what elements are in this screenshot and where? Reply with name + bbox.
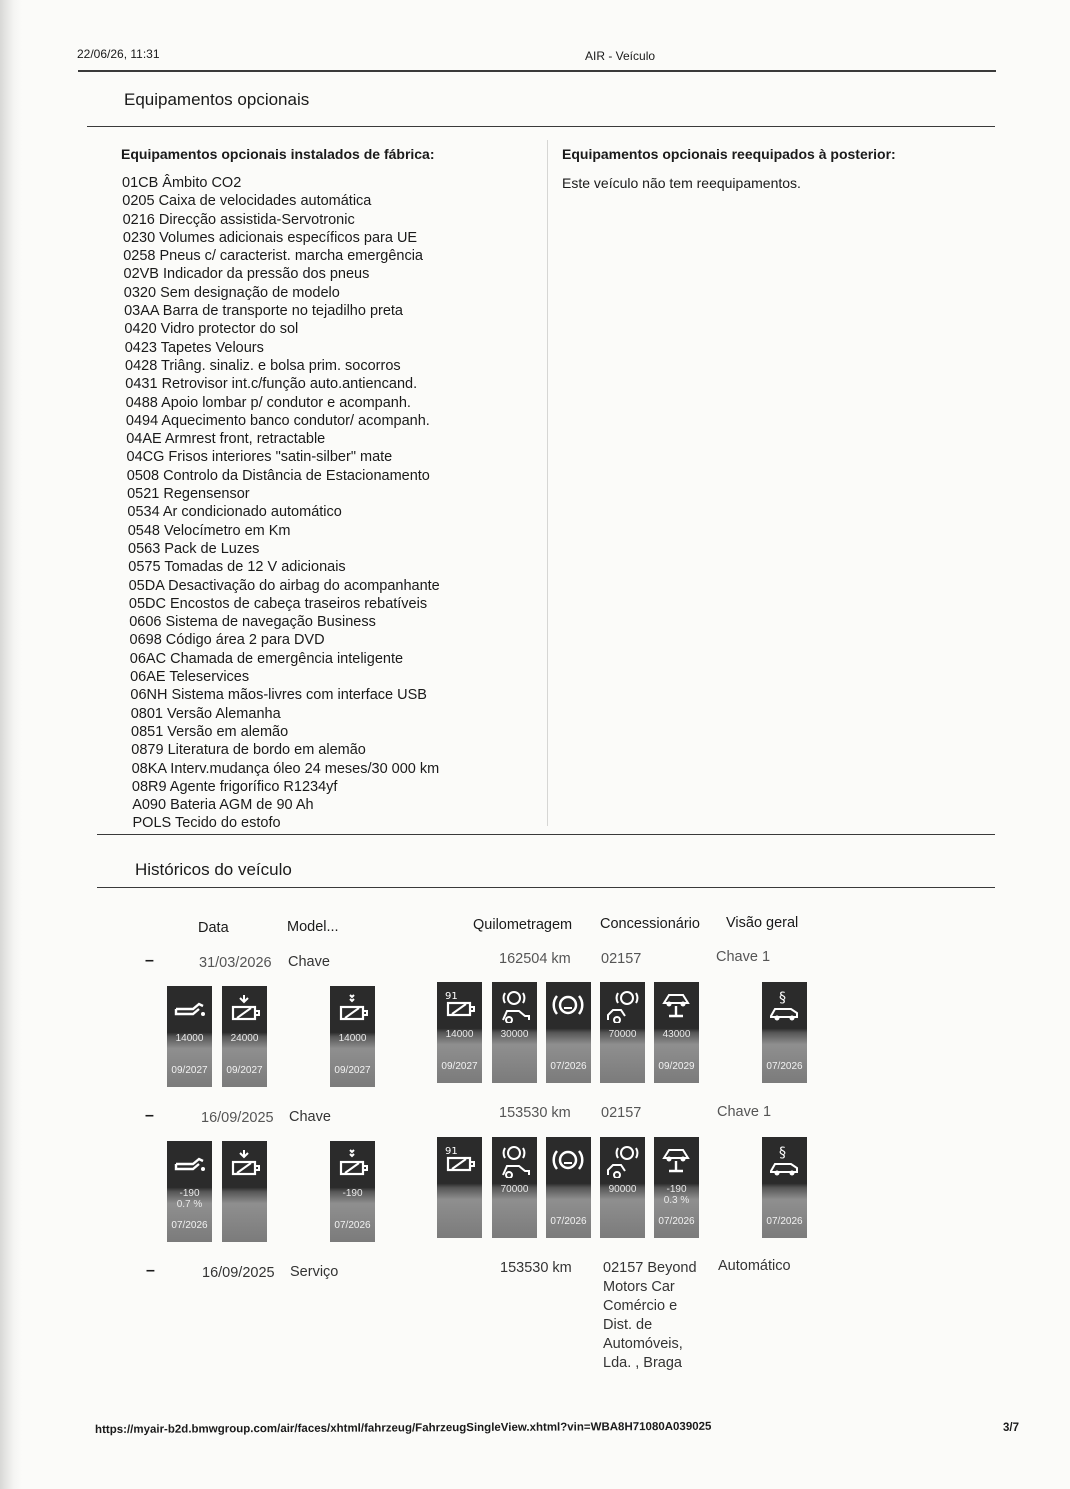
entry-3-mileage: 153530 km xyxy=(500,1260,572,1276)
entry-2-mileage: 153530 km xyxy=(499,1105,571,1121)
col-header-mileage[interactable]: Quilometragem xyxy=(473,917,573,933)
option-item: 06AC Chamada de emergência inteligente xyxy=(129,650,404,667)
entry-1-dealer: 02157 xyxy=(601,951,642,967)
service-tile[interactable] xyxy=(167,1141,212,1242)
option-item: 08KA Interv.mudança óleo 24 meses/30 000 km xyxy=(131,760,440,777)
service-tile-remaining: 70000 xyxy=(500,1184,529,1195)
options-section-title: Equipamentos opcionais xyxy=(124,90,310,109)
page-header-title: AIR - Veículo xyxy=(585,49,656,63)
option-item: 0216 Direcção assistida-Servotronic xyxy=(122,211,355,228)
rear-brake-icon xyxy=(605,988,640,1023)
front-brake-icon xyxy=(497,988,532,1023)
option-item: 0606 Sistema de navegação Business xyxy=(129,614,376,631)
engine-oil-icon xyxy=(172,992,207,1027)
service-tile[interactable] xyxy=(167,986,212,1087)
service-tile[interactable] xyxy=(762,982,807,1083)
entry-3-overview: Automático xyxy=(718,1258,791,1274)
factory-options-list xyxy=(122,174,440,833)
options-title-rule xyxy=(87,126,995,127)
option-item: 05DA Desactivação do airbag do acompanhante xyxy=(128,577,440,594)
scan-edge-shadow xyxy=(0,0,22,1489)
service-tile[interactable] xyxy=(654,1137,699,1238)
service-tile-remaining: 90000 xyxy=(608,1184,637,1195)
service-tile[interactable] xyxy=(600,1137,645,1238)
service-tile-due-date: 09/2027 xyxy=(334,1065,371,1076)
service-tile-remaining: -190 0.7 % xyxy=(176,1188,203,1210)
service-tile-due-date: 09/2027 xyxy=(441,1061,478,1072)
option-item: 0851 Versão em alemão xyxy=(131,723,289,740)
option-item: 0205 Caixa de velocidades automática xyxy=(122,193,372,210)
vehicle-check-icon xyxy=(659,1143,694,1178)
entry-2-dealer: 02157 xyxy=(601,1105,642,1121)
print-datetime: 22/06/26, 11:31 xyxy=(77,47,160,61)
history-section-title: Históricos do veículo xyxy=(135,860,292,879)
battery-filter-icon xyxy=(442,988,477,1023)
service-tile-remaining: 14000 xyxy=(338,1033,367,1044)
service-tile-due-date: 07/2026 xyxy=(550,1216,587,1227)
col-header-dealer[interactable]: Concessionário xyxy=(600,916,700,932)
entry-1-overview: Chave 1 xyxy=(716,949,771,965)
page-number: 3/7 xyxy=(1003,1422,1019,1434)
option-item: 0258 Pneus c/ caracterist. marcha emergência xyxy=(123,248,424,265)
header-rule xyxy=(78,70,996,72)
service-tile-due-date: 07/2026 xyxy=(766,1061,803,1072)
option-item: 04CG Frisos interiores "satin-silber" mate xyxy=(126,449,393,466)
option-item: 0534 Ar condicionado automático xyxy=(127,504,342,521)
collapse-toggle-entry-1[interactable]: – xyxy=(145,952,154,969)
service-tile-remaining: 43000 xyxy=(662,1029,691,1040)
option-item: 0320 Sem designação de modelo xyxy=(123,284,340,301)
adblue-filter-icon xyxy=(335,1147,370,1182)
service-tile[interactable] xyxy=(330,986,375,1087)
option-item: 0575 Tomadas de 12 V adicionais xyxy=(128,559,346,576)
legal-inspection-icon xyxy=(767,988,802,1023)
footer-url[interactable]: https://myair-b2d.bmwgroup.com/air/faces/xhtml/fahrzeug/FahrzeugSingleView.xhtml?vin=WBA8H71080A039025 xyxy=(95,1420,712,1436)
rear-brake-icon xyxy=(605,1143,640,1178)
options-end-rule xyxy=(97,834,995,835)
option-item: 06AE Teleservices xyxy=(130,669,250,686)
service-tile[interactable] xyxy=(492,982,537,1083)
particle-filter-icon xyxy=(227,1147,262,1182)
collapse-toggle-entry-3[interactable]: – xyxy=(146,1262,155,1279)
engine-oil-icon xyxy=(172,1147,207,1182)
svg-text:§: § xyxy=(779,990,786,1006)
service-tile[interactable] xyxy=(546,1137,591,1238)
service-tile-due-date: 09/2029 xyxy=(658,1061,695,1072)
legal-inspection-icon xyxy=(767,1143,802,1178)
option-item: 01CB Âmbito CO2 xyxy=(122,175,242,191)
front-brake-icon xyxy=(497,1143,532,1178)
option-item: 03AA Barra de transporte no tejadilho preta xyxy=(124,303,403,320)
option-item: 08R9 Agente frigorífico R1234yf xyxy=(131,778,338,795)
option-item: 0488 Apoio lombar p/ condutor e acompanh. xyxy=(125,394,411,411)
history-title-rule xyxy=(97,887,995,888)
service-tile[interactable] xyxy=(654,982,699,1083)
col-header-date[interactable]: Data xyxy=(198,920,229,936)
option-item: POLS Tecido do estofo xyxy=(132,815,281,832)
service-tile-due-date: 07/2026 xyxy=(171,1220,208,1231)
entry-2-model: Chave xyxy=(289,1109,331,1125)
entry-3-model: Serviço xyxy=(290,1264,339,1280)
retrofit-options-title: Equipamentos opcionais reequipados à posterior: xyxy=(562,146,896,162)
option-item: 05DC Encostos de cabeça traseiros rebatíveis xyxy=(128,595,428,612)
service-tile[interactable] xyxy=(492,1137,537,1238)
option-item: 0508 Controlo da Distância de Estacionamento xyxy=(126,467,430,484)
service-tile[interactable] xyxy=(762,1137,807,1238)
service-tile-remaining: 30000 xyxy=(500,1029,529,1040)
svg-text:§: § xyxy=(779,1145,786,1161)
service-tile[interactable] xyxy=(437,982,482,1083)
option-item: 0801 Versão Alemanha xyxy=(130,705,281,722)
service-tile[interactable] xyxy=(600,982,645,1083)
entry-1-mileage: 162504 km xyxy=(499,951,571,967)
option-item: A090 Bateria AGM de 90 Ah xyxy=(132,797,314,814)
brake-fluid-icon xyxy=(551,1143,586,1178)
factory-options-title: Equipamentos opcionais instalados de fábrica: xyxy=(121,146,435,162)
option-item: 0420 Vidro protector do sol xyxy=(124,321,299,338)
option-item: 0698 Código área 2 para DVD xyxy=(129,632,325,649)
collapse-toggle-entry-2[interactable]: – xyxy=(145,1107,154,1124)
brake-fluid-icon xyxy=(551,988,586,1023)
service-tile[interactable] xyxy=(437,1137,482,1238)
entry-3-date: 16/09/2025 xyxy=(202,1265,275,1281)
battery-filter-icon xyxy=(442,1143,477,1178)
service-tile-due-date: 07/2026 xyxy=(766,1216,803,1227)
col-header-overview[interactable]: Visão geral xyxy=(726,915,799,931)
service-tile-remaining: -190 0.3 % xyxy=(663,1184,690,1206)
service-tile-remaining: 70000 xyxy=(608,1029,637,1040)
option-item: 0431 Retrovisor int.c/função auto.antiencand. xyxy=(125,376,418,393)
service-tile-due-date: 07/2026 xyxy=(550,1061,587,1072)
service-tile[interactable] xyxy=(546,982,591,1083)
particle-filter-icon xyxy=(227,992,262,1027)
svg-text:91: 91 xyxy=(445,991,458,1002)
service-tile-remaining: 24000 xyxy=(230,1033,259,1044)
service-tile-due-date: 07/2026 xyxy=(658,1216,695,1227)
service-tile[interactable] xyxy=(330,1141,375,1242)
entry-2-overview: Chave 1 xyxy=(717,1104,772,1120)
service-tile-due-date: 09/2027 xyxy=(171,1065,208,1076)
service-tile-due-date: 09/2027 xyxy=(226,1065,263,1076)
adblue-filter-icon xyxy=(335,992,370,1027)
option-item: 0563 Pack de Luzes xyxy=(128,540,260,557)
option-item: 0494 Aquecimento banco condutor/ acompanh. xyxy=(125,412,430,429)
option-item: 06NH Sistema mãos-livres com interface USB xyxy=(130,687,427,704)
option-item: 0548 Velocímetro em Km xyxy=(127,522,291,539)
vehicle-check-icon xyxy=(659,988,694,1023)
entry-1-date: 31/03/2026 xyxy=(199,955,272,971)
option-item: 0521 Regensensor xyxy=(127,486,250,503)
option-item: 0428 Triâng. sinaliz. e bolsa prim. socorros xyxy=(125,357,401,374)
service-tile-due-date: 07/2026 xyxy=(334,1220,371,1231)
service-tile-remaining: 14000 xyxy=(445,1029,474,1040)
entry-1-model: Chave xyxy=(288,954,330,970)
retrofit-options-text: Este veículo não tem reequipamentos. xyxy=(562,175,801,191)
option-item: 02VB Indicador da pressão dos pneus xyxy=(123,266,370,283)
col-header-model[interactable]: Model... xyxy=(287,919,339,935)
service-tile-remaining: -190 xyxy=(342,1188,363,1199)
entry-3-dealer: 02157 Beyond Motors Car Comércio e Dist. de Automóveis, Lda. , Braga xyxy=(603,1260,697,1371)
option-item: 0879 Literatura de bordo em alemão xyxy=(131,742,366,759)
option-item: 0423 Tapetes Velours xyxy=(124,339,264,356)
service-tile[interactable] xyxy=(222,986,267,1087)
option-item: 04AE Armrest front, retractable xyxy=(126,431,326,448)
column-divider xyxy=(547,140,548,826)
service-tile-remaining: 14000 xyxy=(175,1033,204,1044)
svg-text:91: 91 xyxy=(445,1146,458,1157)
service-tile[interactable] xyxy=(222,1141,267,1242)
option-item: 0230 Volumes adicionais específicos para UE xyxy=(122,229,418,246)
entry-2-date: 16/09/2025 xyxy=(201,1110,274,1126)
